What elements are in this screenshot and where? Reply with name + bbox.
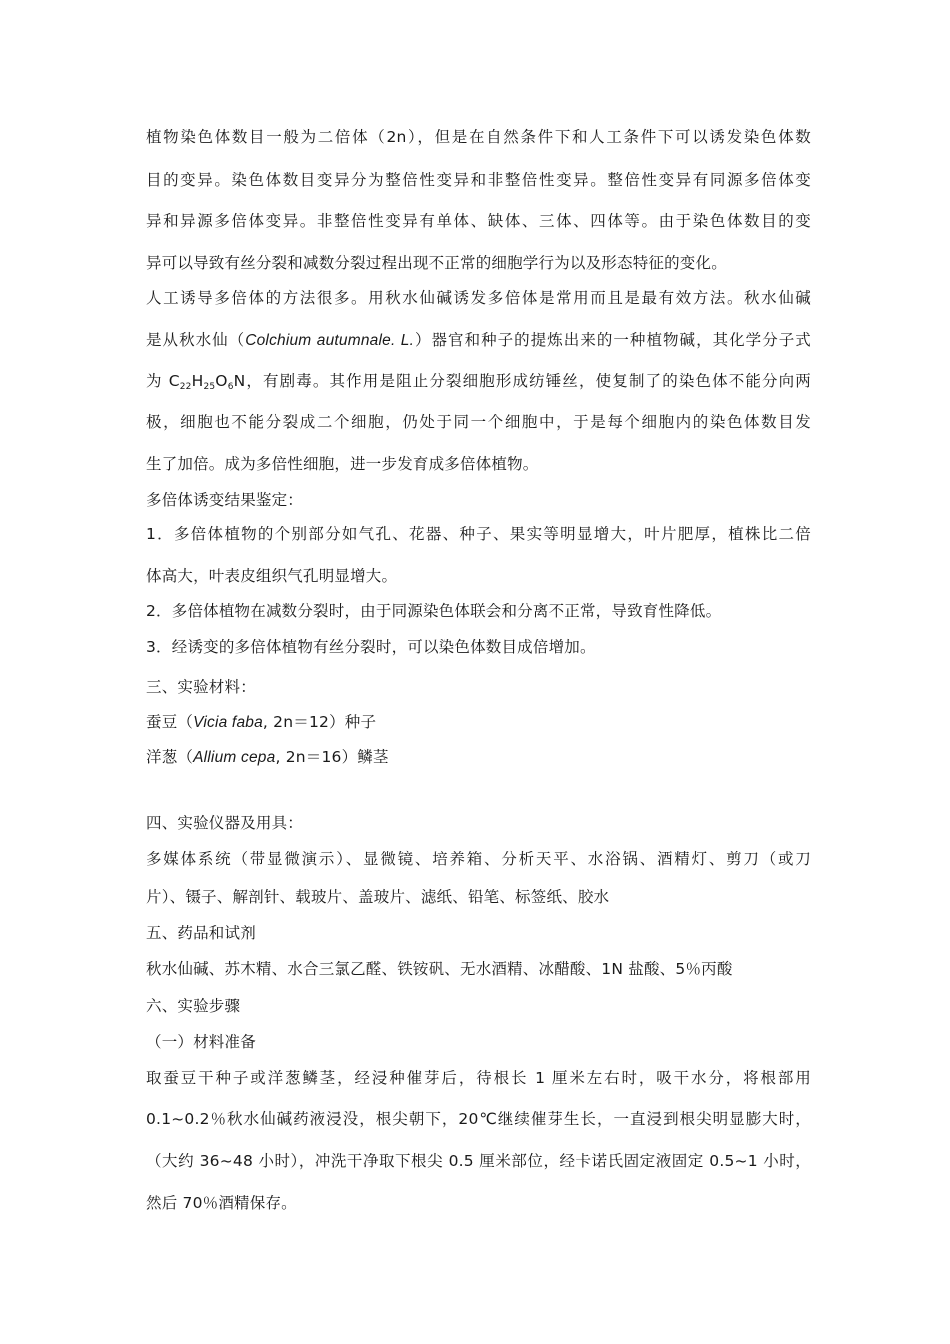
steps-line-1: 取蚕豆干种子或洋葱鳞茎，经浸种催芽后，待根长 1 厘米左右时，吸干水分，将根部用	[146, 1069, 811, 1087]
identification-item-1-line-2: 体高大，叶表皮组织气孔明显增大。	[146, 567, 398, 585]
instruments-heading: 四、实验仪器及用具：	[146, 814, 304, 832]
intro-line-2: 目的变异。染色体数目变异分为整倍性变异和非整倍性变异。整倍性变异有同源多倍体变	[146, 171, 811, 189]
instruments-line-1: 多媒体系统（带显微演示）、显微镜、培养箱、分析天平、水浴锅、酒精灯、剪刀（或刀	[146, 850, 811, 868]
identification-item-1-line-1: 1．多倍体植物的个别部分如气孔、花器、种子、果实等明显增大，叶片肥厚，植株比二倍	[146, 525, 811, 543]
steps-line-4: 然后 70％酒精保存。	[146, 1194, 297, 1212]
steps-line-2: 0.1~0.2％秋水仙碱药液浸没，根尖朝下，20℃继续催芽生长，一直浸到根尖明显膨大时，	[146, 1110, 811, 1128]
intro-line-4: 异可以导致有丝分裂和减数分裂过程出现不正常的细胞学行为以及形态特征的变化。	[146, 254, 727, 272]
method-line-4: 极，细胞也不能分裂成二个细胞，仍处于同一个细胞中，于是每个细胞内的染色体数目发	[146, 413, 811, 431]
method-line-2: 是从秋水仙（Colchium autumnale. L.）器官和种子的提炼出来的一种植物碱，其化学分子式	[146, 331, 811, 349]
method-line-5: 生了加倍。成为多倍性细胞，进一步发育成多倍体植物。	[146, 455, 539, 473]
intro-line-3: 异和异源多倍体变异。非整倍性变异有单体、缺体、三体、四体等。由于染色体数目的变	[146, 212, 811, 230]
reagents-line-1: 秋水仙碱、苏木精、水合三氯乙醛、铁铵矾、无水酒精、冰醋酸、1N 盐酸、5％丙酸	[146, 960, 733, 978]
steps-line-3: （大约 36~48 小时），冲洗干净取下根尖 0.5 厘米部位，经卡诺氏固定液固定 0.5~1 小时，	[146, 1152, 811, 1170]
identification-heading: 多倍体诱变结果鉴定：	[146, 491, 304, 509]
instruments-line-2: 片）、镊子、解剖针、载玻片、盖玻片、滤纸、铅笔、标签纸、胶水	[146, 888, 610, 906]
materials-heading: 三、实验材料：	[146, 678, 256, 696]
material-allium: 洋葱（Allium cepa, 2n＝16）鳞茎	[146, 748, 389, 766]
reagents-heading: 五、药品和试剂	[146, 924, 256, 942]
material-vicia: 蚕豆（Vicia faba, 2n＝12）种子	[146, 713, 377, 731]
intro-line-1: 植物染色体数目一般为二倍体（2n），但是在自然条件下和人工条件下可以诱发染色体数	[146, 128, 811, 146]
steps-subheading-materials: （一）材料准备	[146, 1033, 256, 1051]
steps-heading: 六、实验步骤	[146, 997, 241, 1015]
method-line-3: 为 $C_{22}H_{25}O_6N$，有剧毒。其作用是阻止分裂细胞形成纺锤丝，使复制了的染色体不能分向两	[146, 372, 811, 392]
identification-item-3: 3．经诱变的多倍体植物有丝分裂时，可以染色体数目成倍增加。	[146, 638, 596, 656]
identification-item-2: 2．多倍体植物在减数分裂时，由于同源染色体联会和分离不正常，导致育性降低。	[146, 602, 722, 620]
method-line-1: 人工诱导多倍体的方法很多。用秋水仙碱诱发多倍体是常用而且是最有效方法。秋水仙碱	[146, 289, 811, 307]
